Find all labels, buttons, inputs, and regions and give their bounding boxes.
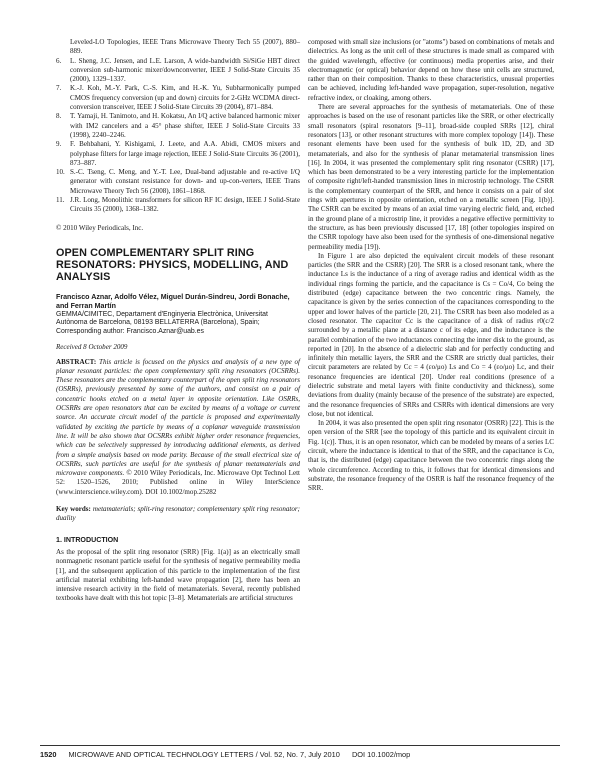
reference-item: 10. S.-C. Tseng, C. Meng, and Y.-T. Lee, Dual-band adjustable and re-active I/Q generator with constant resistance for down- and up-con-verters, IEEE Trans Microwave Theory Tech 56 (2008), 1861–1868. — [56, 168, 300, 195]
reference-item: 7. K.-J. Koh, M.-Y. Park, C.-S. Kim, and H.-K. Yu, Subharmonically pumped CMOS frequency conversion (up and down) circuits for 2-GHz WCDMA direct- conversion transceiver, IEEE J Solid-State Circuits 39 (2004), 871–884. — [56, 84, 300, 112]
reference-item: 11. J.R. Long, Monolithic transformers for silicon RF IC design, IEEE J Solid-State Circuits 35 (2000), 1368–1382. — [56, 196, 300, 214]
reference-item: 8. T. Yamaji, H. Tanimoto, and H. Kokatsu, An I/Q active balanced harmonic mixer with IM2 cancelers and a 45° phase shifter, IEEE J Solid-State Circuits 33 (1998), 2240–2246. — [56, 112, 300, 139]
body-paragraph: composed with small size inclusions (or "atoms") based on combinations of metals and dielectrics. As long as the unit cell of these structures is made small as compared with the guided wavelength, effective (or continuous) media properties arise, and their electromagnetic (or optical) behavior depend on how these unit cells are structured, rather than on their composition. Thanks to these characteristics, unusual properties can be achieved, including left-handed wave propagation, super-resolution, negative refractive index, or cloaking, among others. — [308, 38, 554, 102]
abstract-text: This article is focused on the physics and analysis of a new type of planar resonant particles: the open complementary split ring resonators (OCSRRs). These resonators are the complementary counterpart of the open split ring resonators (OSRRs), previously presented by some of the authors, and consist on a pair of concentric hooks etched on a metal layer in opposite orientation. Like OSRRs, OCSRRs are open resonators that can be excited by means of a voltage or current source. An accurate circuit model of the particle is proposed and experimentally validated by exciting the particle by means of a coplanar waveguide transmission line. It will be also shown that OCSRRs exhibit higher order resonance frequencies, which can be selectively suppressed by introducing additional elements, as derived from a simple analysis based on mode parity. Because of the small electrical size of OCSRRs, such particles are useful for the synthesis of planar metamaterials and microwave components. — [56, 357, 301, 478]
copyright-line: © 2010 Wiley Periodicals, Inc. — [56, 223, 144, 232]
journal-info: MICROWAVE AND OPTICAL TECHNOLOGY LETTERS / Vol. 52, No. 7, July 2010 — [68, 750, 340, 759]
body-paragraph: There are several approaches for the synthesis of metamaterials. One of these approaches is based on the use of resonant particles like the SRR, or other electrically small resonators (spiral resonators [9–11], broad-side coupled SRRs [12], chiral resonators [13], or other resonant structures with more complex topology [14]). These resonant elements have been used for the synthesis of bulk 1D, 2D, and 3D metamaterials, and also for the synthesis of planar metamaterial transmission lines [16]. In 2004, it was presented the complementary split ring resonator (CSRR) [17], which has been demonstrated to be a very interesting particle for the implementation of composite right/left-handed transmission lines in microstrip technology. The CSRR is the complementary counterpart of the SRR, and hence it consists on a pair of slot rings with apertures in opposite orientation, etched on a metallic screen [Fig. 1(b)]. The CSRR can be excited by means of an axial time varying electric field, and, etched in the ground plane of a microstrip line, it provides a negative effective permittivity to the structure, as has been previously discussed [17, 18] (other topologies inspired on the CSRR topology have also been used for the synthesis of one-dimensional negative permeability media [19]). — [308, 103, 554, 251]
keywords-text: metamaterials; split-ring resonator; complementary split ring resonator; duality — [56, 505, 301, 523]
page-number: 1520 — [40, 750, 57, 759]
section-heading: 1. INTRODUCTION — [56, 535, 119, 544]
body-paragraph: In 2004, it was also presented the open split ring resonator (OSRR) [22]. This is the open version of the SRR [see the topology of this particle and its equivalent circuit in Fig. 1(c)]. Thus, it is an open resonator, which can be modeled by means of a series LC circuit, where the inductance is identical to that of the SRR, and the capacitance is Co, that is, the distributed (edge) capacitance between the two concentric rings along the whole circumference. According to this, it follows that for identical dimensions and substrate, the resonance frequency of the OSRR is half the resonance frequency of the SRR. — [308, 419, 554, 493]
reference-item: Leveled-LO Topologies, IEEE Trans Microwave Theory Tech 55 (2007), 880–889. — [70, 38, 300, 56]
received-date: Received 8 October 2009 — [56, 343, 128, 352]
page-footer — [40, 748, 560, 762]
article-title: OPEN COMPLEMENTARY SPLIT RING RESONATORS: PHYSICS, MODELLING, AND ANALYSIS — [56, 246, 289, 284]
reference-item: 9. F. Behbahani, Y. Kishigami, J. Leete, and A.A. Abidi, CMOS mixers and polyphase filters for large image rejection, IEEE J Solid-State Circuits 36 (2001), 873–887. — [56, 140, 300, 167]
footer-rule — [40, 745, 560, 746]
keywords-label: Key words: — [56, 505, 91, 514]
affiliation: GEMMA/CIMITEC, Departament d'Enginyeria Electrònica, Universitat Autònoma de Barcelona, 08193 BELLATERRA (Barcelona), Spain; Corresponding author: Francisco.Aznar@uab.es — [56, 310, 268, 336]
intro-paragraph: As the proposal of the split ring resonator (SRR) [Fig. 1(a)] as an electrically small nonmagnetic resonant particle useful for the synthesis of negative permeability media [1], and the subsequent application of this particle to the implementation of the first artificial material exhibiting left-handed wave propagation [2], there has been an intensive research activity in the field of metamaterials. Several, recently published textbooks have dealt with this hot topic [3–8]. Metamaterials are artificial structures — [56, 547, 300, 603]
left-column — [56, 38, 300, 604]
keywords — [56, 505, 300, 524]
reference-list — [56, 38, 300, 215]
abstract — [56, 358, 300, 497]
body-paragraph: In Figure 1 are also depicted the equivalent circuit models of these resonant particles (the SRR and the CSRR) [20]. The SRR is a closed resonant tank, where the inductance Ls is the inductance of a ring of average radius and identical width as the individual rings forming the particle, and the capacitance is Cs = Co/4, Co being the distributed (edge) capacitance between the two concentric rings. Namely, the capacitance is given by the series connection of the capacitances corresponding to the upper and lower halves of the particle [20, 21]. The CSRR has been also modeled as a closed resonator. The capacitor Cc is the capacitance of a disk of radius r0(c/2 surrounded by a metallic plane at a distance c of its edge, and the inductance is the parallel combination of the two inductances connecting the inner disk to the ground, as reported in [20]. In the absence of a dielectric slab and for perfectly conducting and infinitely thin metallic layers, the SRR and the CSRR are strictly dual particles, their circuit parameters are related by Cc = 4 (εo/μo) Ls and Co = 4 (εo/μo) Lc, and their resonance frequencies are identical [20]. Under real conditions (presence of a dielectric substrate and metal layers with finite conductivity and thickness), some deviations from duality (mainly because of the presence of the substrate) are expected, and the resonance frequencies of SRRs and CSRRs with identical dimensions are very close, but not identical. — [308, 251, 554, 418]
author-list: Francisco Aznar, Adolfo Vélez, Miguel Durán-Sindreu, Jordi Bonache, and Ferran Martín — [56, 292, 290, 310]
abstract-citation: © 2010 Wiley Periodicals, Inc. Microwave Opt Technol Lett 52: 1520–1526, 2010; Published online in Wiley InterScience (www.interscience.wiley.com). DOI 10.1002/mop.25282 — [56, 469, 300, 496]
right-column — [308, 38, 554, 494]
doi-text: DOI 10.1002/mop — [351, 750, 411, 759]
abstract-label: ABSTRACT: — [56, 357, 97, 366]
reference-item: 6. L. Sheng, J.C. Jensen, and L.E. Larson, A wide-bandwidth Si/SiGe HBT direct conversion sub-harmonic mixer/downconverter, IEEE J Solid-State Circuits 35 (2000), 1329–1337. — [56, 56, 300, 84]
